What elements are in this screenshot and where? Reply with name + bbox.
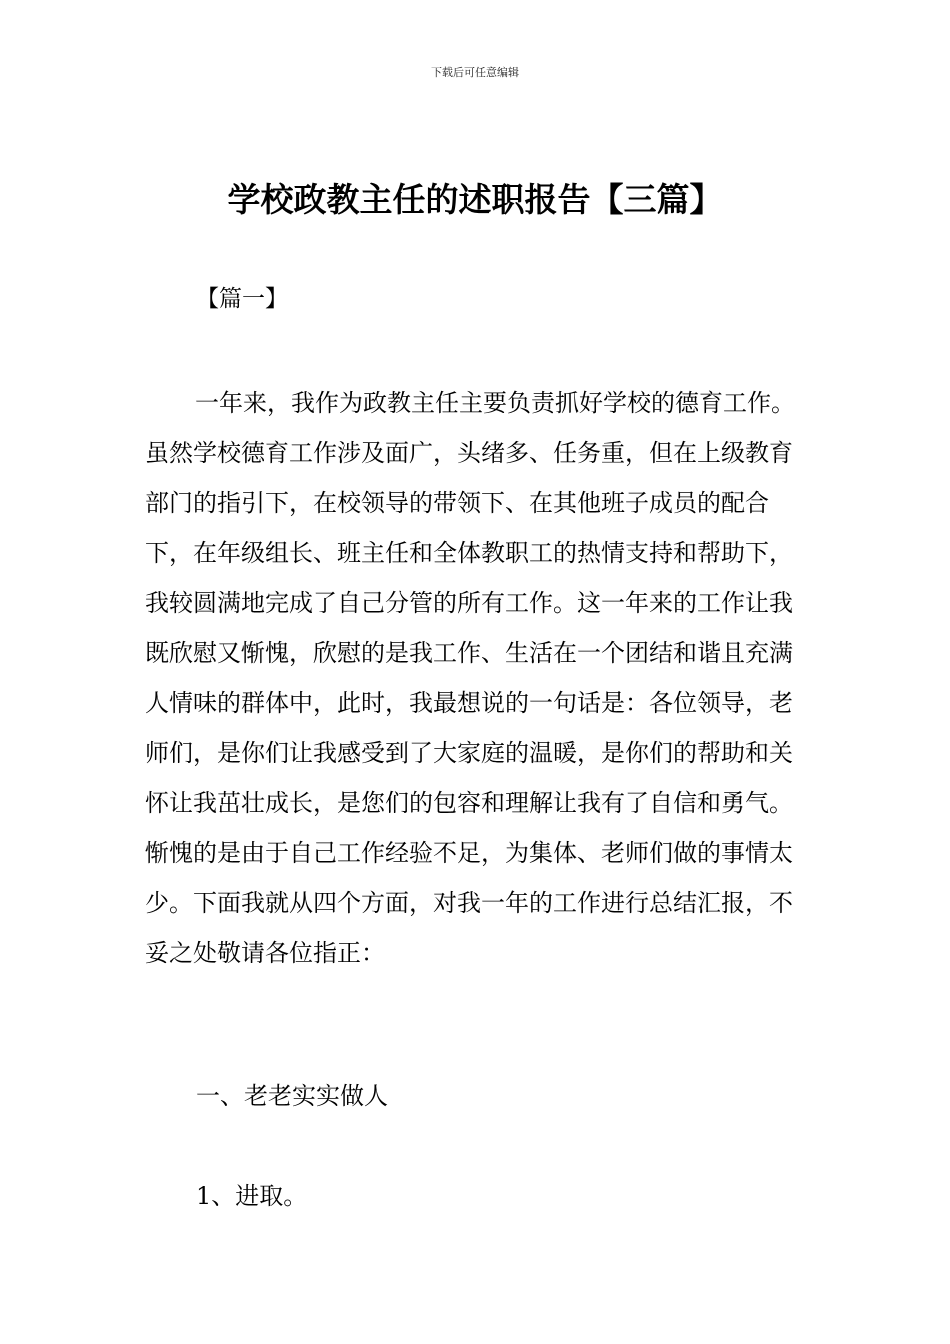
header-note: 下载后可任意编辑: [431, 66, 519, 79]
subheading-one: 一、老老实实做人: [196, 1082, 388, 1110]
document-title: 学校政教主任的述职报告【三篇】: [227, 180, 723, 219]
section-label: 【篇一】: [196, 286, 288, 312]
list-item-one: 1、进取。: [196, 1182, 308, 1210]
body-paragraph: 一年来，我作为政教主任主要负责抓好学校的德育工作。虽然学校德育工作涉及面广，头绪多、任务重，但在上级教育部门的指引下，在校领导的带领下、在其他班子成员的配合下，在年级组长、班主任和全体教职工的热情支持和帮助下，我较圆满地完成了自己分管的所有工作。这一年来的工作让我既欣慰又惭愧，欣慰的是我工作、生活在一个团结和谐且充满人情味的群体中，此时，我最想说的一句话是：各位领导，老师们，是你们让我感受到了大家庭的温暖，是你们的帮助和关怀让我茁壮成长，是您们的包容和理解让我有了自信和勇气。惭愧的是由于自己工作经验不足，为集体、老师们做的事情太少。下面我就从四个方面，对我一年的工作进行总结汇报，不妥之处敬请各位指正：: [145, 389, 795, 967]
